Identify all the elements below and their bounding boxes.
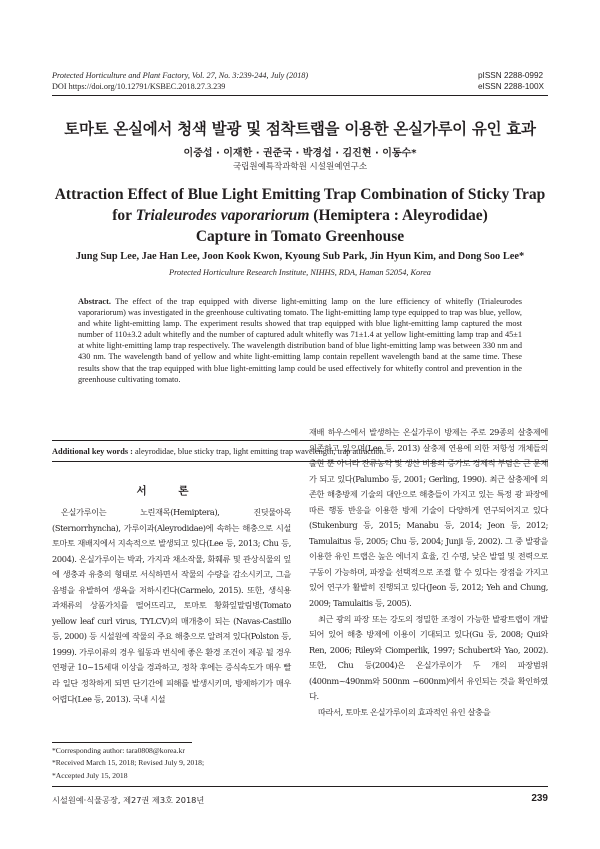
pissn: pISSN 2288-0992 [478,71,544,80]
journal-header [52,70,308,92]
keywords-text: aleyrodidae, blue sticky trap, light emitting trap wavelength, trap attraction. [132,447,386,456]
received-date: *Received March 15, 2018; Revised July 9, 2018; [52,758,205,768]
header-divider [52,95,548,96]
footnote-divider [52,742,192,743]
doi-link[interactable]: DOI https://doi.org/10.12791/KSBEC.2018.27.3.239 [52,82,226,91]
abstract [78,296,522,385]
eissn: eISSN 2288-100X [478,82,544,91]
english-authors: Jung Sup Lee, Jae Han Lee, Joon Kook Kwon, Kyoung Sub Park, Jin Hyun Kim, and Dong Soo Lee* [75,251,525,262]
english-title-line1: Attraction Effect of Blue Light Emitting Trap Combination of Sticky Trap [54,186,546,203]
left-column [52,505,291,707]
title-order: (Hemiptera : Aleyrodidae) [309,207,488,224]
english-affiliation: Protected Horticulture Research Institute, NIHHS, RDA, Haman 52054, Korea [169,268,431,277]
footnotes [52,745,204,782]
accepted-date: *Accepted July 15, 2018 [52,770,128,780]
footer-divider [52,786,548,787]
intro-paragraph: 따라서, 토마토 온실가루이의 효과적인 유인 살충을 [318,706,491,717]
corresponding-author: *Corresponding author: tara0808@korea.kr [52,746,185,755]
right-column [309,425,548,720]
korean-title: 토마토 온실에서 청색 발광 및 점착트랩을 이용한 온실가루이 유인 효과 [64,120,536,138]
english-title-line3: Capture in Tomato Greenhouse [195,228,405,245]
abstract-text: The effect of the trap equipped with diverse light-emitting lamp on the lure efficiency of whitefly (Trialeurodes vaporariorum) was investigated in the greenhouse cultivating tomato. The light-emitting lamp type equipped to trap was blue, yellow, and white light-emitting lamp. The experiment results showed that trap equipped with blue light-emitting lamp captured the most number of 110±3.2 adult whitefly and the number of captured adult whitefly was 71±1.4 at yellow light-emitting lamp trap and 45±1 at white light-emitting lamp trap respectively. The wavelength distribution band of blue light-emitting lamp was between 330 nm and 430 nm. The wavelength band of yellow and white light-emitting lamp contain repellent wavelength band at the same time. These results show that the trap equipped with blue light-emitting lamp could be used effectively for whitefly control and prevention in the greenhouse cultivating tomato. [78,297,522,384]
species-name: Trialeurodes vaporariorum [135,207,310,224]
page-number: 239 [531,793,548,804]
abstract-label: Abstract. [78,297,111,306]
issn-block [478,70,544,92]
english-title [40,184,560,247]
korean-authors: 이중섭 · 이재한 · 권준국 · 박경섭 · 김진현 · 이동수* [183,148,417,159]
section-heading-introduction: 서 론 [136,485,203,497]
journal-citation: Protected Horticulture and Plant Factory, Vol. 27, No. 3:239-244, July (2018) [52,71,309,80]
intro-paragraph: 재배 하우스에서 발생하는 온실가루이 방제는 주로 29종의 살충제에 의존하고 있으며(Lee 등, 2013) 살충제 연용에 의한 저항성 개체들의 출현 뿐 아니라 잔류농약 및 생산 비용의 증가로 경제적 부담은 큰 문제가 되고 있다(Palumbo 등, 2001; Gerling, 1990). 최근 살충제에 의존한 해충방제 기술의 대안으로 해충들이 가지고 있는 특정 광 파장에 따른 행동 반응을 이용한 방제 기술이 다양하게 연구되어지고 있다(Stukenburg 등, 2015; Manabu 등, 2014; Jeon 등, 2012; Tamulaitus 등, 2005; Chu 등, 2004; Junji 등, 2002). 그 중 발광을 이용한 유인 트랩은 높은 에너지 효율, 긴 수명, 낮은 발열 및 전력으로 구동이 가능하며, 파장을 선택적으로 조절 할 수 있다는 장점을 가지고 있어 연구가 활발히 진행되고 있다(Jeon 등, 2012; Yeh and Chung, 2009; Tamulaitis 등, 2005). [309,427,548,609]
title-prefix: for [112,207,136,224]
keywords-label: Additional key words : [52,447,133,456]
korean-affiliation: 국립원예특작과학원 시설원예연구소 [232,162,368,172]
footer-journal: 시설원예·식물공장, 제27권 제3호 2018년 [52,795,205,805]
intro-paragraph: 최근 광의 파장 또는 강도의 정밀한 조정이 가능한 발광트랩이 개발되어 있어 해충 방제에 이용이 기대되고 있다(Gu 등, 2008; Qui와 Ren, 2006; Riley와 Ciomperlik, 1997; Schubert와 Yao, 2002). 또한, Chu 등(2004)은 온실가루이가 두 개의 파장범위(400nm~490nm와 500nm ~600nm)에서 유인되는 것을 확인하였다. [309,613,548,702]
english-title-line2 [40,205,560,226]
intro-paragraph: 온실가루이는 노린재목(Hemiptera), 진딧물아목(Sternorrhyncha), 가루이과(Aleyrodidae)에 속하는 해충으로 시설 토마토 재배지에서 지속적으로 발생되고 있다(Lee 등, 2013; Chu 등, 2004). 온실가루이는 박과, 가지과 채소작물, 화훼류 및 관상식물의 잎에 생충과 유충의 형태로 서식하면서 작물의 수량을 감소시키고, 그을음병을 유발하여 생육을 저하시킨다(Carmelo, 2015). 또한, 생식용 과채류의 상품가치를 떨어뜨리고, 토마토 황화잎말림병(Tomato yellow leaf curl virus, TYLCV)의 매개충이 되는 (Navas-Castillo 등, 2000) 등 시설원예 작물의 주요 해충으로 알려져 있다(Polston 등, 1999). 가루이류의 경우 월동과 번식에 좋은 환경 조건이 제공 될 경우 연평균 10~15세대 이상을 경과하고, 정착 후에는 증식속도가 매우 빨라 일단 정착하게 되면 단기간에 피해를 발생시키며, 방제하기가 매우 어렵다(Lee 등, 2013). 국내 시설 [52,507,291,704]
